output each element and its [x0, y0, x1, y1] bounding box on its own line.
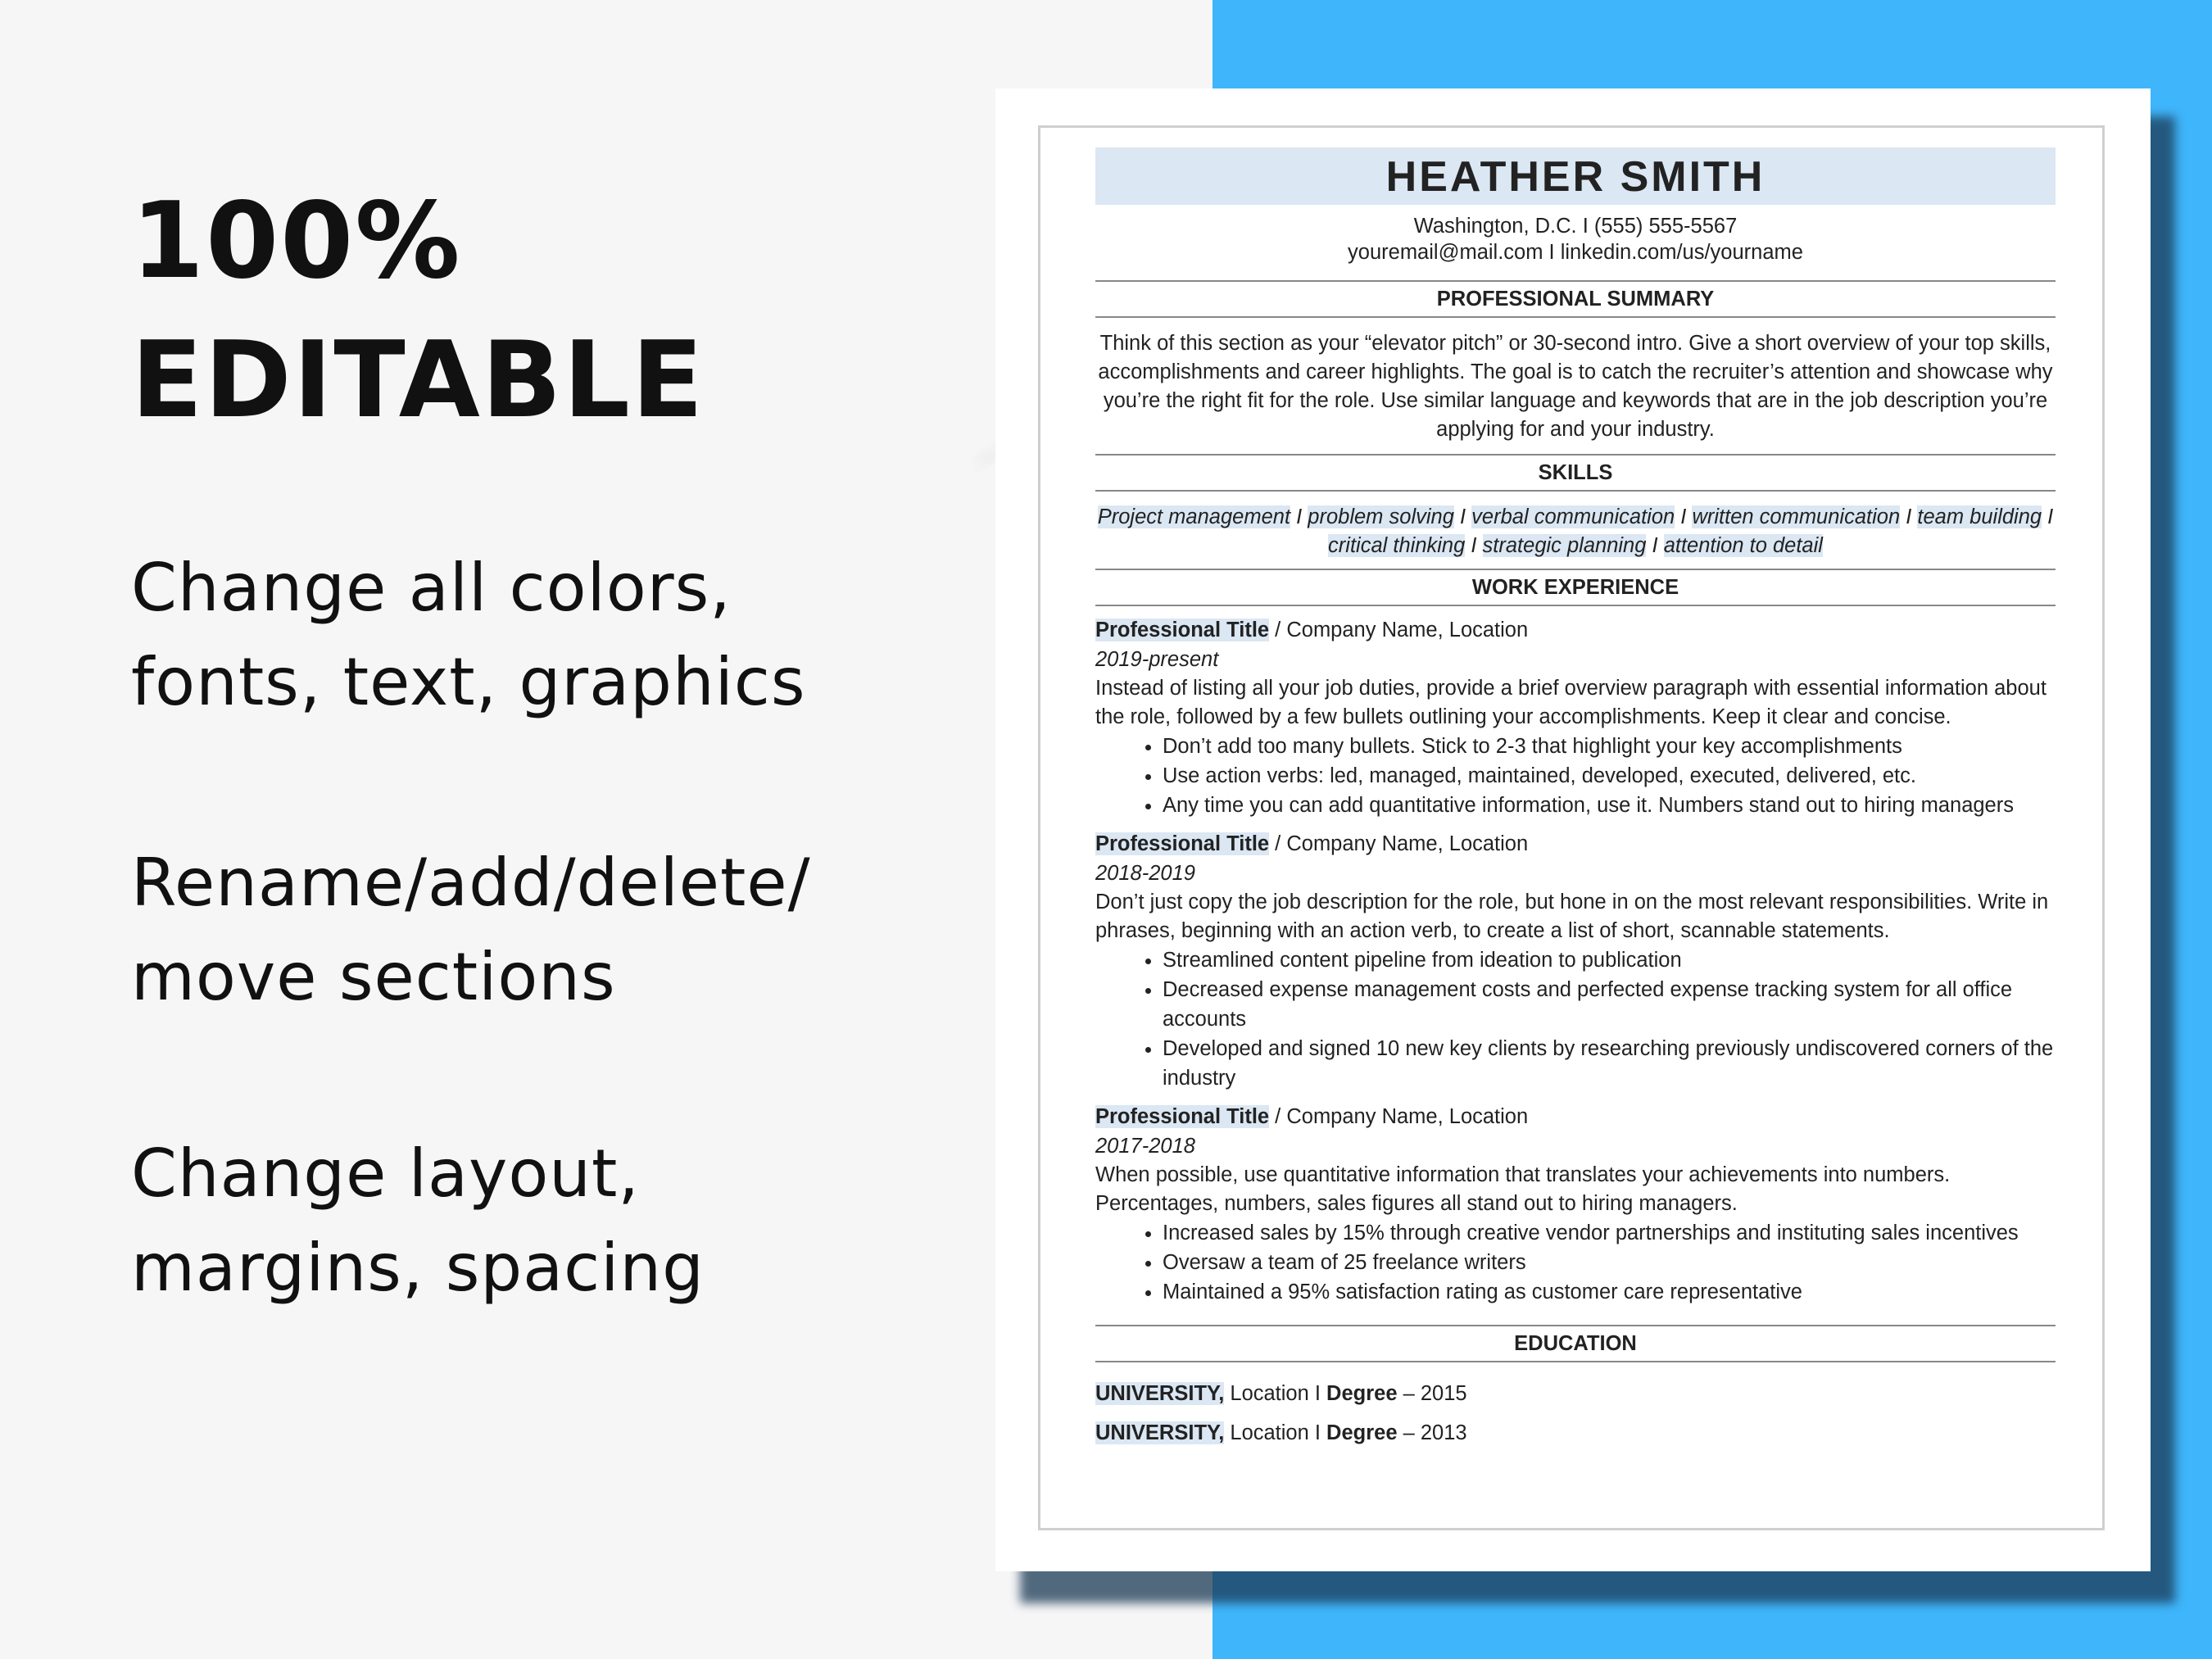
skill-item: written communication: [1692, 505, 1901, 528]
feature-text: move sections: [131, 939, 616, 1015]
section-heading-work: WORK EXPERIENCE: [1095, 569, 2056, 606]
degree: Degree: [1326, 1421, 1398, 1444]
bullet-item: • Decreased expense management costs and perfected expense tracking system for all office accounts: [1163, 975, 2056, 1034]
job-bullets: [1095, 732, 2056, 820]
skill-item: strategic planning: [1482, 534, 1647, 557]
job-description: Instead of listing all your job duties, provide a brief overview paragraph with essential information about the role, followed by a few bullets outlining your accomplishments. Keep it clear and concise.: [1095, 677, 2047, 728]
job-company: / Company Name, Location: [1269, 832, 1529, 855]
job-title: Professional Title: [1095, 619, 1270, 641]
contact-line: youremail@mail.com I linkedin.com/us/yourname: [1348, 241, 1803, 264]
bullet-item: • Maintained a 95% satisfaction rating as customer care representative: [1163, 1277, 2056, 1307]
summary-text: Think of this section as your “elevator pitch” or 30-second intro. Give a short overview of your top skills, accomplishments and career highlights. The goal is to catch the recruiter’s attention and showcase why you’re the right fit for the role. Use similar language and keywords that are in the job description you’re applying for and your industry.: [1098, 332, 2053, 441]
skill-item: critical thinking: [1328, 534, 1466, 557]
headline: [131, 172, 705, 451]
feature-text: fonts, text, graphics: [131, 644, 806, 720]
job-dates: 2017-2018: [1095, 1134, 1195, 1158]
grad-year: – 2015: [1397, 1382, 1467, 1405]
resume-name: HEATHER SMITH: [1095, 147, 2056, 205]
bullet-item: • Increased sales by 15% through creative vendor partnerships and instituting sales incentives: [1163, 1218, 2056, 1248]
job-company: / Company Name, Location: [1269, 1105, 1529, 1128]
job-header: [1095, 616, 2056, 646]
job-dates: 2019-present: [1095, 647, 1219, 671]
skill-item: team building: [1917, 505, 2042, 528]
feature-text: margins, spacing: [131, 1230, 705, 1306]
skills-list: Project management I problem solving I verbal communication I written communication I team building I critical thinking I strategic planning I attention to detail: [1097, 505, 2054, 557]
job-entry: [1095, 820, 2056, 1093]
job-header: [1095, 1103, 2056, 1132]
feature-text: Change layout,: [131, 1135, 640, 1212]
feature-layout: [131, 1126, 705, 1315]
feature-sections: [131, 836, 811, 1024]
skill-item: attention to detail: [1663, 534, 1823, 557]
school-name: UNIVERSITY,: [1095, 1421, 1225, 1444]
skill-item: problem solving: [1308, 505, 1454, 528]
job-title: Professional Title: [1095, 1105, 1270, 1128]
job-description: Don’t just copy the job description for the role, but hone in on the most relevant responsibilities. Write in phrases, beginning with an action verb, to create a list of short, scannable statements.: [1095, 891, 2049, 942]
school-name: UNIVERSITY,: [1095, 1382, 1225, 1405]
bullet-item: • Use action verbs: led, managed, maintained, developed, executed, delivered, etc.: [1163, 761, 2056, 791]
job-bullets: [1095, 1218, 2056, 1307]
section-heading-education: EDUCATION: [1095, 1325, 2056, 1362]
job-header: [1095, 830, 2056, 859]
bullet-item: • Don’t add too many bullets. Stick to 2-3 that highlight your key accomplishments: [1163, 732, 2056, 761]
headline-line-2: EDITABLE: [131, 320, 705, 442]
education-list: [1095, 1362, 2056, 1453]
grad-year: – 2013: [1397, 1421, 1467, 1444]
job-entry: [1095, 606, 2056, 820]
section-heading-skills: SKILLS: [1095, 454, 2056, 492]
section-heading-summary: PROFESSIONAL SUMMARY: [1095, 280, 2056, 318]
job-company: / Company Name, Location: [1269, 619, 1529, 641]
contact-line: Washington, D.C. I (555) 555-5567: [1413, 215, 1738, 238]
contact-info: [1095, 213, 2056, 265]
school-location: Location I: [1224, 1382, 1327, 1405]
degree: Degree: [1326, 1382, 1398, 1405]
skill-item: Project management: [1097, 505, 1291, 528]
bullet-item: • Developed and signed 10 new key clients by researching previously undiscovered corners of the industry: [1163, 1034, 2056, 1093]
work-experience-list: [1095, 606, 2056, 1307]
job-bullets: [1095, 945, 2056, 1093]
education-entry: [1095, 1374, 2056, 1413]
feature-text: Change all colors,: [131, 550, 732, 626]
headline-line-1: 100%: [131, 180, 462, 302]
feature-text: Rename/add/delete/: [131, 845, 811, 921]
bullet-item: • Streamlined content pipeline from ideation to publication: [1163, 945, 2056, 975]
job-title: Professional Title: [1095, 832, 1270, 855]
skill-item: verbal communication: [1471, 505, 1675, 528]
bullet-item: • Any time you can add quantitative information, use it. Numbers stand out to hiring managers: [1163, 791, 2056, 820]
education-entry: [1095, 1413, 2056, 1453]
job-dates: 2018-2019: [1095, 861, 1195, 885]
resume-page: [995, 88, 2151, 1571]
job-description: When possible, use quantitative information that translates your achievements into numbers. Percentages, numbers, sales figures all stand out to hiring managers.: [1095, 1163, 1951, 1215]
bullet-item: • Oversaw a team of 25 freelance writers: [1163, 1248, 2056, 1277]
feature-colors-fonts: [131, 541, 806, 729]
resume-content: [1095, 147, 2056, 1453]
job-entry: [1095, 1093, 2056, 1307]
school-location: Location I: [1224, 1421, 1327, 1444]
